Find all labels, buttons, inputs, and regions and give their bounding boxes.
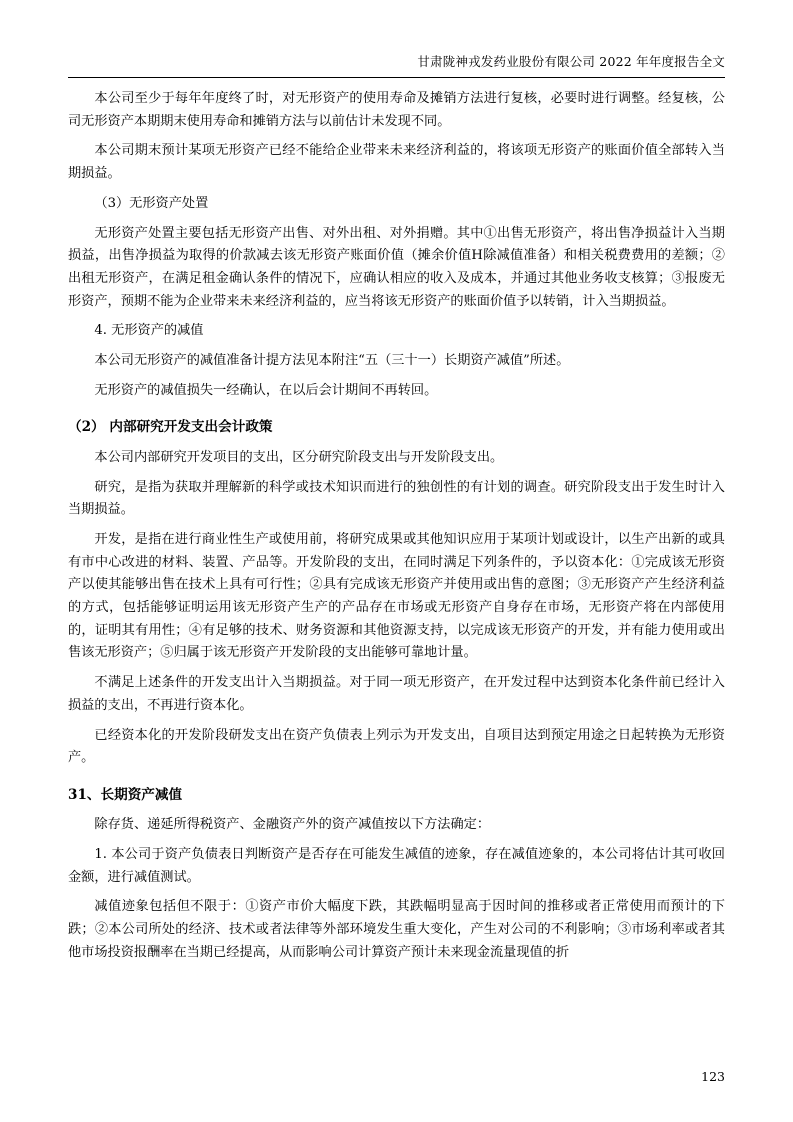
header-divider [68,77,725,78]
section-heading-long-term-asset-impairment: 31、长期资产减值 [68,786,183,803]
paragraph: 4. 无形资产的减值 [94,323,204,339]
paragraph: 不满足上述条件的开发支出计入当期损益。对于同一项无形资产，在开发过程中达到资本化条件前已经计入损益的支出，不再进行资本化。 [68,675,725,713]
paragraph: 已经资本化的开发阶段研发支出在资产负债表上列示为开发支出，自项目达到预定用途之日起转换为无形资产。 [68,727,725,766]
page-header: 甘肃陇神戎发药业股份有限公司 2022 年年度报告全文 [417,54,725,69]
paragraph: 本公司内部研究开发项目的支出，区分研究阶段支出与开发阶段支出。 [94,449,504,465]
paragraph: 本公司无形资产的减值准备计提方法见本附注“五（三十一）长期资产减值”所述。 [94,353,570,369]
page-number: 123 [701,1069,725,1084]
section-heading-internal-rd: （2） 内部研究开发支出会计政策 [68,419,273,436]
paragraph: 本公司期末预计某项无形资产已经不能给企业带来未来经济利益的，将该项无形资产的账面价值全部转入当期损益。 [68,143,725,182]
paragraph: 减值迹象包括但不限于：①资产市价大幅度下跌，其跌幅明显高于因时间的推移或者正常使用而预计的下跌；②本公司所处的经济、技术或者法律等外部环境发生重大变化，产生对公司的不利影响；③市场利率或者其他市场投资报酬率在当期已经提高，从而影响公司计算资产预计未来现金流量现值的折 [68,899,725,960]
paragraph: 除存货、递延所得税资产、金融资产外的资产减值按以下方法确定： [94,817,491,833]
paragraph: （3）无形资产处置 [94,195,209,211]
paragraph: 无形资产处置主要包括无形资产出售、对外出租、对外捐赠。其中①出售无形资产，将出售净损益计入当期损益，出售净损益为取得的价款减去该无形资产账面价值（摊余价值H除减值准备）和相关税费费用的差额；②出租无形资产，在满足租金确认条件的情况下，应确认相应的收入及成本，并通过其他业务收支核算；③报废无形资产，预期不能为企业带来未来经济利益的，应当将该无形资产的账面价值予以转销，计入当期损益。 [68,225,725,309]
page-content [68,88,725,972]
paragraph: 无形资产的减值损失一经确认，在以后会计期间不再转回。 [94,382,438,398]
paragraph: 1. 本公司于资产负债表日判断资产是否存在可能发生减值的迹象，存在减值迹象的，本公司将估计其可收回金额，进行减值测试。 [68,847,725,885]
paragraph: 开发，是指在进行商业性生产或使用前，将研究成果或其他知识应用于某项计划或设计，以生产出新的或具有市中心改进的材料、装置、产品等。开发阶段的支出，在同时满足下列条件的，予以资本化：①完成该无形资产以使其能够出售在技术上具有可行性；②具有完成该无形资产并使用或出售的意图；③无形资产产生经济利益的方式，包括能够证明运用该无形资产生产的产品存在市场或无形资产自身存在市场，无形资产将在内部使用的，证明其有用性；④有足够的技术、财务资源和其他资源支持，以完成该无形资产的开发，并有能力使用或出售该无形资产；⑤归属于该无形资产开发阶段的支出能够可靠地计量。 [68,531,725,661]
paragraph: 研究，是指为获取并理解新的科学或技术知识而进行的独创性的有计划的调查。研究阶段支出于发生时计入当期损益。 [68,479,725,518]
paragraph: 本公司至少于每年年度终了时，对无形资产的使用寿命及摊销方法进行复核，必要时进行调整。经复核，公司无形资产本期期末使用寿命和摊销方法与以前估计未发现不同。 [68,91,725,129]
